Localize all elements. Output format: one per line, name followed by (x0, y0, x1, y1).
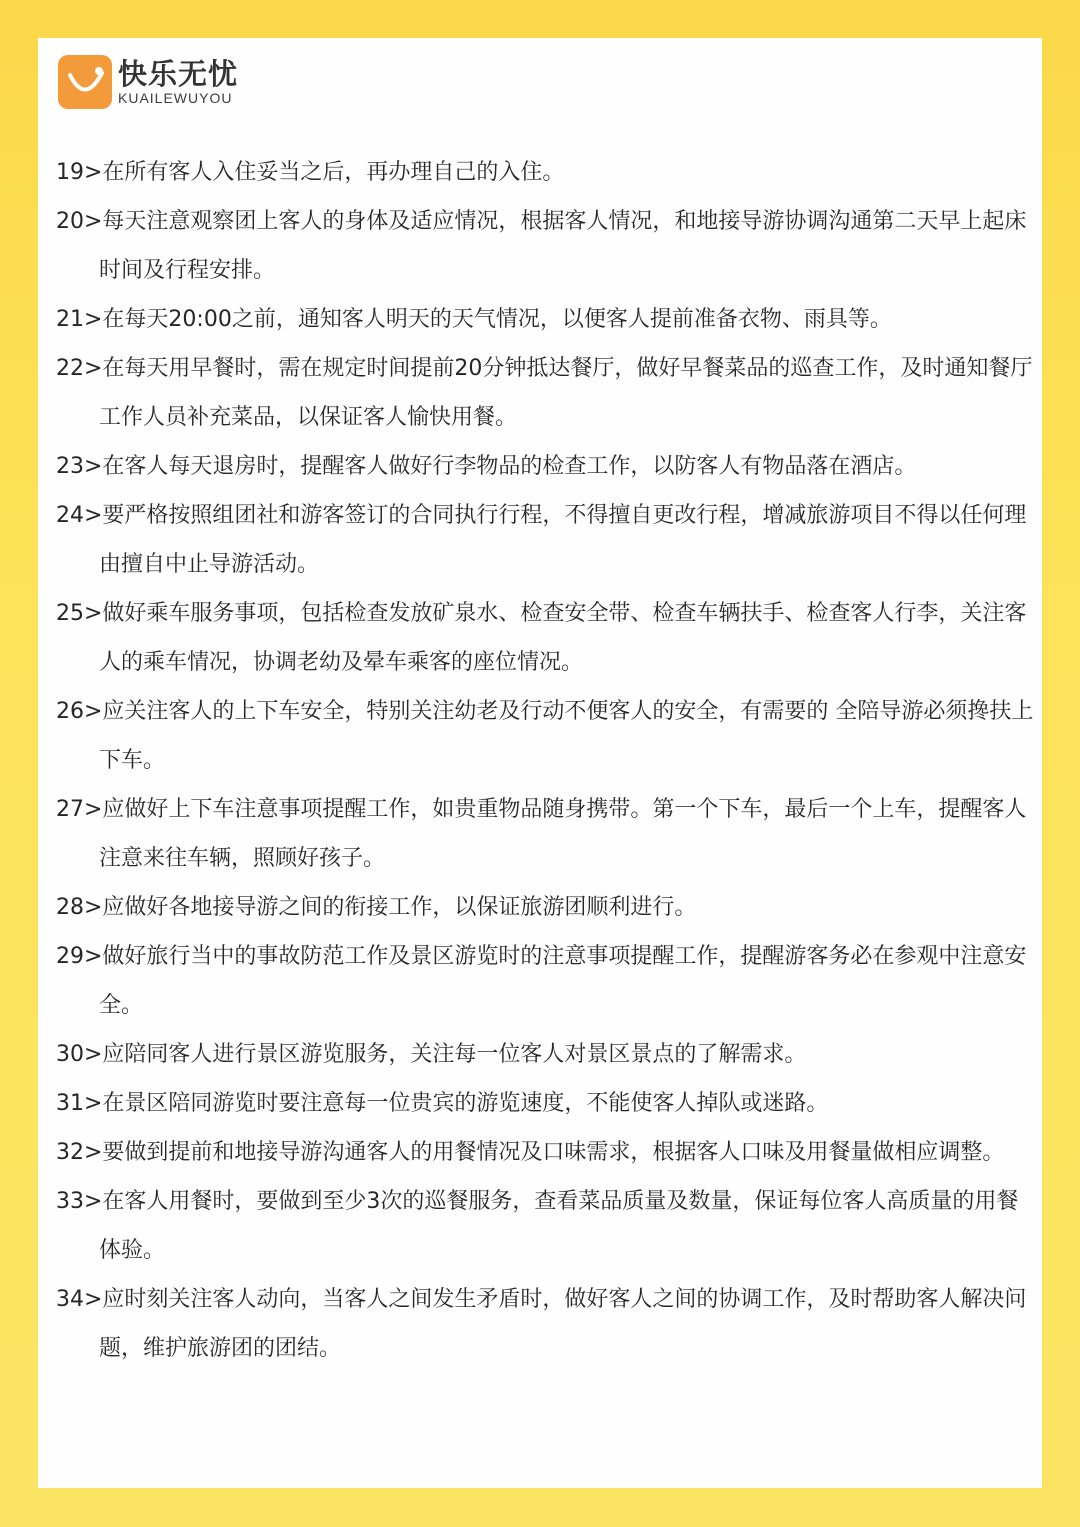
list-item: 23>在客人每天退房时，提醒客人做好行李物品的检查工作，以防客人有物品落在酒店。 (56, 454, 917, 479)
brand-logo (58, 54, 238, 110)
brand-name-cn: 快乐无忧 (118, 57, 239, 91)
list-item: 19>在所有客人入住妥当之后，再办理自己的入住。 (56, 160, 565, 185)
list-item: 20>每天注意观察团上客人的身体及适应情况，根据客人情况，和地接导游协调沟通第二天早上起床时间及行程安排。 (56, 209, 1027, 283)
brand-name-en: KUAILEWUYOU (118, 90, 233, 106)
guideline-list (56, 148, 1036, 1373)
list-item: 26>应关注客人的上下车安全，特别关注幼老及行动不便客人的安全，有需要的 全陪导游必须搀扶上下车。 (56, 699, 1034, 773)
list-item: 29>做好旅行当中的事故防范工作及景区游览时的注意事项提醒工作，提醒游客务必在参观中注意安全。 (56, 944, 1027, 1018)
smiley-logo-icon (58, 55, 112, 109)
list-item: 34>应时刻关注客人动向，当客人之间发生矛盾时，做好客人之间的协调工作，及时帮助客人解决问题，维护旅游团的团结。 (56, 1287, 1027, 1361)
list-item: 31>在景区陪同游览时要注意每一位贵宾的游览速度，不能使客人掉队或迷路。 (56, 1091, 829, 1116)
list-item: 24>要严格按照组团社和游客签订的合同执行行程，不得擅自更改行程，增减旅游项目不得以任何理由擅自中止导游活动。 (56, 503, 1027, 577)
list-item: 32>要做到提前和地接导游沟通客人的用餐情况及口味需求，根据客人口味及用餐量做相应调整。 (56, 1140, 1005, 1165)
list-item: 21>在每天20:00之前，通知客人明天的天气情况，以便客人提前准备衣物、雨具等。 (56, 307, 892, 332)
content-card (38, 38, 1042, 1488)
list-item: 28>应做好各地接导游之间的衔接工作，以保证旅游团顺利进行。 (56, 895, 697, 920)
list-item: 30>应陪同客人进行景区游览服务，关注每一位客人对景区景点的了解需求。 (56, 1042, 807, 1067)
list-item: 27>应做好上下车注意事项提醒工作，如贵重物品随身携带。第一个下车，最后一个上车，提醒客人注意来往车辆，照顾好孩子。 (56, 797, 1027, 871)
list-item: 22>在每天用早餐时，需在规定时间提前20分钟抵达餐厅，做好早餐菜品的巡查工作，及时通知餐厅工作人员补充菜品，以保证客人愉快用餐。 (56, 356, 1033, 430)
list-item: 33>在客人用餐时，要做到至少3次的巡餐服务，查看菜品质量及数量，保证每位客人高质量的用餐体验。 (56, 1189, 1019, 1263)
list-item: 25>做好乘车服务事项，包括检查发放矿泉水、检查安全带、检查车辆扶手、检查客人行李，关注客人的乘车情况，协调老幼及晕车乘客的座位情况。 (56, 601, 1027, 675)
